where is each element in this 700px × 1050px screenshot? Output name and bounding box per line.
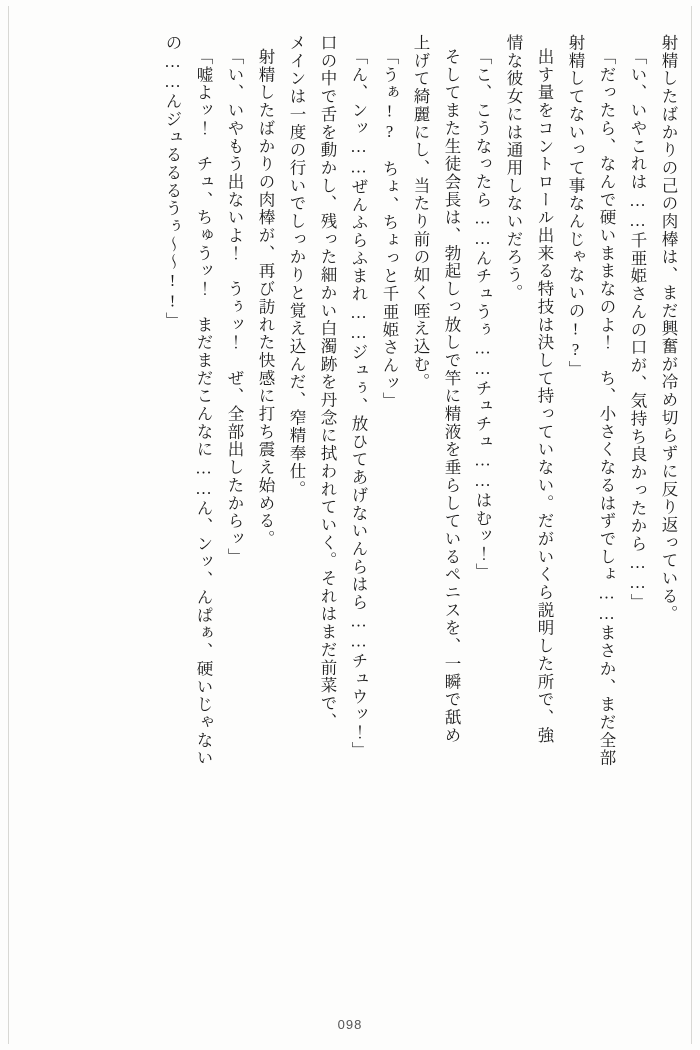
text-line: 射精してないって事なんじゃないの!?」: [566, 34, 585, 379]
text-line: 口の中で舌を動かし、残った細かい白濁跡を丹念に拭われていく。それはまだ前菜で、: [318, 34, 337, 731]
text-line: メインは一度の行いでしっかりと覚え込んだ、窄精奉仕。: [287, 34, 306, 499]
text-line: 「嘘よッ！ チュ、ちゅうッ！ まだまだこんなに……ん、ンッ、んぱぁ、硬いじゃない: [194, 48, 213, 767]
text-line: 「だったら、なんで硬いままなのよ！ ち、小さくなるはずでしょ……まさか、まだ全部: [597, 48, 616, 767]
text-line: 「こ、こうなったら……んチュうぅ……チュチュ……はむッ！」: [473, 48, 492, 581]
page-number: 098: [337, 1017, 363, 1032]
text-line: 情な彼女には通用しないだろう。: [504, 34, 523, 302]
text-line: の……んジュるるるうぅ～～!!」: [163, 34, 182, 330]
text-line: 「ん、ンッ……ぜんふらふまれ……ジュぅ、放ひてあげないんらはら……チュウッ！」: [349, 48, 368, 760]
text-line: 「い、いやもう出ないよ！ うぅッ！ ぜ、全部出したからッ」: [225, 48, 244, 566]
vertical-text-block: [28, 34, 676, 989]
text-line: 出す量をコントロール出来る特技は決して持っていない。だがいくら説明した所で、強: [535, 48, 554, 745]
text-line: 射精したばかりの己の肉棒は、まだ興奮が冷め切らずに反り返っている。: [659, 34, 678, 624]
text-line: そしてまた生徒会長は、勃起しっ放しで竿に精液を垂らしているペニスを、一瞬で舐め: [442, 48, 461, 745]
text-line: 「い、いやこれは……千亜姫さんの口が、気持ち良かったから……」: [628, 48, 647, 612]
text-line: 上げて綺麗にし、当たり前の如く咥え込む。: [411, 34, 430, 391]
text-line: 「うぁ!? ちょ、ちょっと千亜姫さんッ」: [380, 48, 399, 410]
text-line: 射精したばかりの肉棒が、再び訪れた快感に打ち震え始める。: [256, 48, 275, 548]
